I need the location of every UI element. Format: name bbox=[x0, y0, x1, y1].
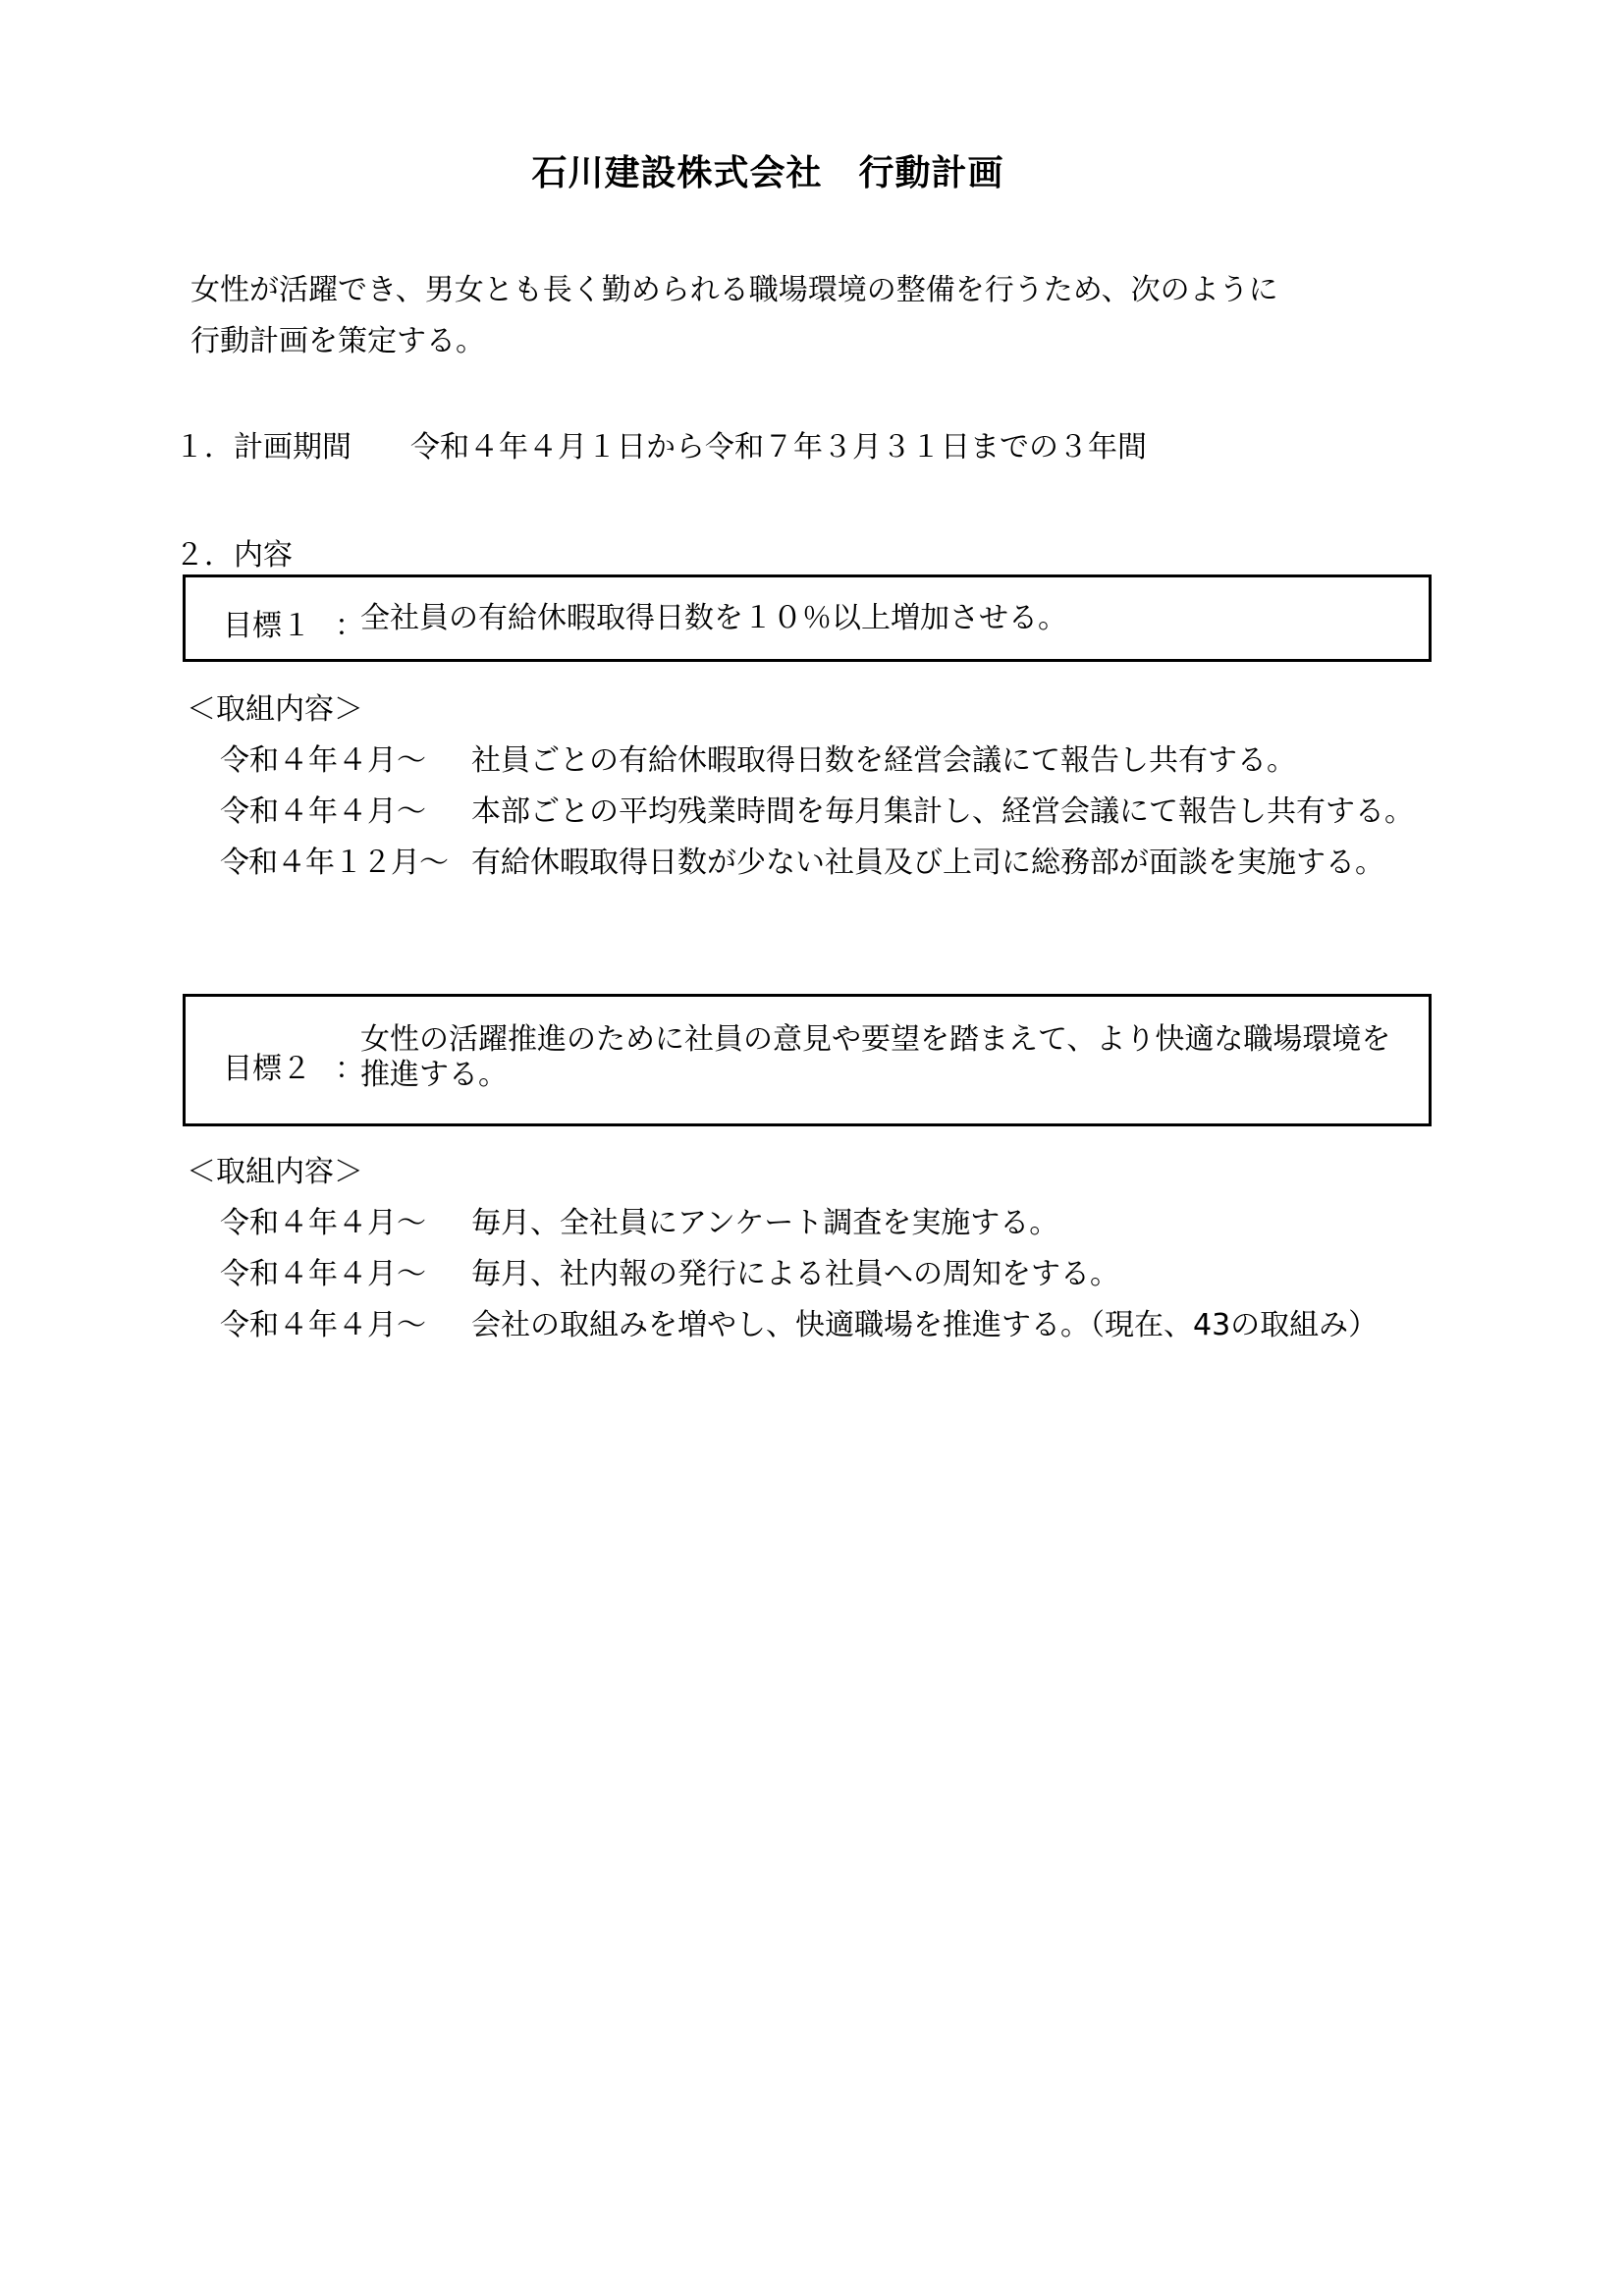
list-item bbox=[220, 787, 1414, 838]
list-item bbox=[220, 838, 1414, 889]
list-item bbox=[220, 1300, 1378, 1351]
plan-period-label: １．計画期間 bbox=[175, 430, 352, 465]
action-text: 会社の取組みを増やし、快適職場を推進する。（現在、43の取組み） bbox=[471, 1308, 1379, 1342]
goal-1-colon: ： bbox=[335, 609, 364, 643]
goal-1-actions-heading: ＜取組内容＞ bbox=[187, 692, 363, 727]
action-text: 本部ごとの平均残業時間を毎月集計し、経営会議にて報告し共有する。 bbox=[471, 794, 1414, 829]
goal-2-label: 目標２ bbox=[223, 1052, 311, 1086]
goal-2-text bbox=[360, 1022, 1419, 1093]
document-title: 石川建設株式会社 行動計画 bbox=[531, 153, 1004, 193]
intro-line-2: 行動計画を策定する。 bbox=[190, 324, 485, 358]
action-date: 令和４年４月～ bbox=[220, 1308, 426, 1342]
goal-1-text bbox=[360, 601, 1419, 636]
action-text: 毎月、全社員にアンケート調査を実施する。 bbox=[471, 1206, 1059, 1240]
goal-2-colon: ： bbox=[335, 1052, 364, 1086]
goal-2-box bbox=[183, 994, 1432, 1126]
intro-paragraph bbox=[190, 265, 1369, 367]
goal-2-text-line-1: 女性の活躍推進のために社員の意見や要望を踏まえて、より快適な職場環境を bbox=[360, 1022, 1391, 1057]
action-date: 令和４年４月～ bbox=[220, 743, 426, 778]
goal-1-box bbox=[183, 574, 1432, 662]
action-text: 毎月、社内報の発行による社員への周知をする。 bbox=[471, 1257, 1119, 1291]
goal-1-text-line-1: 全社員の有給休暇取得日数を１０％以上増加させる。 bbox=[360, 601, 1067, 635]
goal-2-text-line-2: 推進する。 bbox=[360, 1058, 508, 1092]
list-item bbox=[220, 1249, 1378, 1300]
goal-2-actions-list bbox=[220, 1198, 1378, 1351]
list-item bbox=[220, 1198, 1378, 1249]
list-item bbox=[220, 736, 1414, 787]
action-date: 令和４年４月～ bbox=[220, 1257, 426, 1291]
plan-period bbox=[175, 422, 1147, 465]
plan-period-value: 令和４年４月１日から令和７年３月３１日までの３年間 bbox=[410, 430, 1147, 465]
content-heading: ２．内容 bbox=[175, 538, 293, 573]
intro-line-1: 女性が活躍でき、男女とも長く勤められる職場環境の整備を行うため、次のように bbox=[190, 273, 1278, 307]
action-date: 令和４年１２月～ bbox=[220, 846, 448, 880]
goal-2-actions-heading: ＜取組内容＞ bbox=[187, 1155, 363, 1189]
action-date: 令和４年４月～ bbox=[220, 794, 426, 829]
action-text: 社員ごとの有給休暇取得日数を経営会議にて報告し共有する。 bbox=[471, 743, 1296, 778]
goal-1-actions-list bbox=[220, 736, 1414, 889]
action-date: 令和４年４月～ bbox=[220, 1206, 426, 1240]
goal-1-label: 目標１ bbox=[223, 609, 311, 643]
action-text: 有給休暇取得日数が少ない社員及び上司に総務部が面談を実施する。 bbox=[471, 846, 1384, 880]
